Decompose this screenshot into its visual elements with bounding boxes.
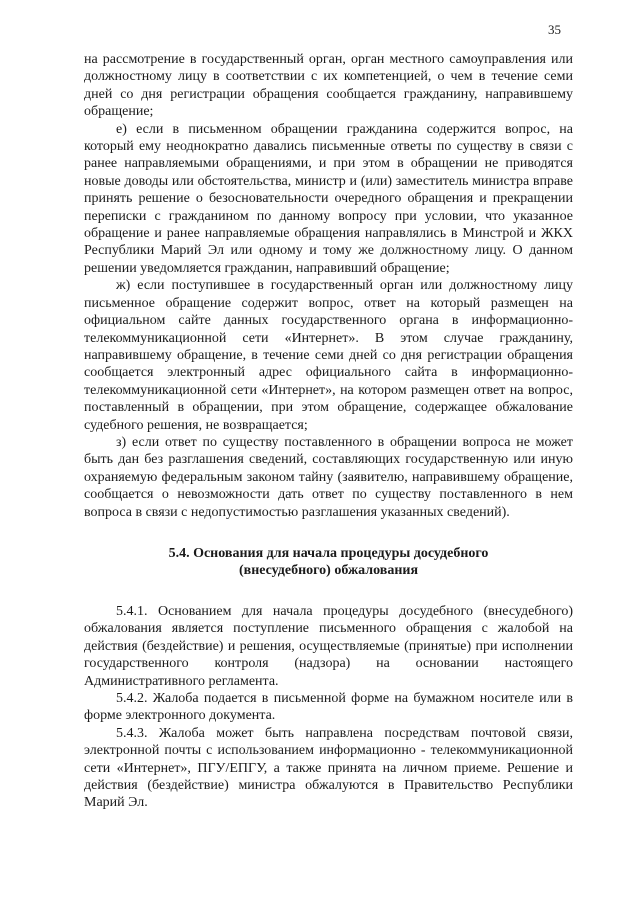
section-heading-line-1: 5.4. Основания для начала процедуры досудебного xyxy=(168,545,489,561)
paragraph-continuation: на рассмотрение в государственный орган, орган местного самоуправления или должностному лицу в соответствии с их компетенцией, о чем в течение семи дней со дня регистрации обращения сообщается гражданину, направившему обращение; xyxy=(84,52,573,120)
document-body xyxy=(84,51,573,812)
paragraph-item-e: е) если в письменном обращении гражданина содержится вопрос, на который ему неоднократно давались письменные ответы по существу в связи с ранее направляемыми обращениями, и при этом в обращении не приводятся новые доводы или обстоятельства, министр и (или) заместитель министра вправе принять решение о безосновательности очередного обращения и прекращении переписки с гражданином по данному вопросу при условии, что указанное обращение и ранее направляемые обращения направлялись в Минстрой и ЖКХ Республики Марий Эл или одному и тому же должностному лицу. О данном решении уведомляется гражданин, направивший обращение; xyxy=(84,121,573,276)
paragraph-item-z: з) если ответ по существу поставленного в обращении вопроса не может быть дан без разглашения сведений, составляющих государственную или иную охраняемую федеральным законом тайну (заявителю, направившему обращение, сообщается о невозможности дать ответ по существу поставленного в нем вопроса в связи с недопустимостью разглашения указанных сведений). xyxy=(84,434,573,520)
paragraph-item-zh: ж) если поступившее в государственный орган или должностному лицу письменное обращение содержит вопрос, ответ на который размещен на официальном сайте данных государственного органа в информационно-телекоммуникационной сети «Интернет». В этом случае гражданину, направившему обращение, в течение семи дней со дня регистрации обращения сообщается электронный адрес официального сайта в информационно-телекоммуникационной сети «Интернет», на котором размещен ответ на вопрос, поставленный в обращении, при этом обращение, содержащее обжалование судебного решения, не возвращается; xyxy=(84,278,573,433)
paragraph-5-4-3: 5.4.3. Жалоба может быть направлена посредствам почтовой связи, электронной почты с использованием информационно - телекоммуникационной сети «Интернет», ПГУ/ЕПГУ, а также принята на личном приеме. Решение и действия (бездействие) министра обжалуются в Правительство Республики Марий Эл. xyxy=(84,725,573,811)
section-heading-line-2: (внесудебного) обжалования xyxy=(238,563,419,579)
paragraph-5-4-1: 5.4.1. Основанием для начала процедуры досудебного (внесудебного) обжалования является поступление письменного обращения с жалобой на действия (бездействие) и решения, осуществляемые (принятые) при исполнении государственного контроля (надзора) на основании настоящего Административного регламента. xyxy=(84,603,573,689)
section-heading xyxy=(84,545,573,580)
paragraph-5-4-2: 5.4.2. Жалоба подается в письменной форме на бумажном носителе или в форме электронного документа. xyxy=(84,691,573,724)
page-number: 35 xyxy=(548,22,561,37)
